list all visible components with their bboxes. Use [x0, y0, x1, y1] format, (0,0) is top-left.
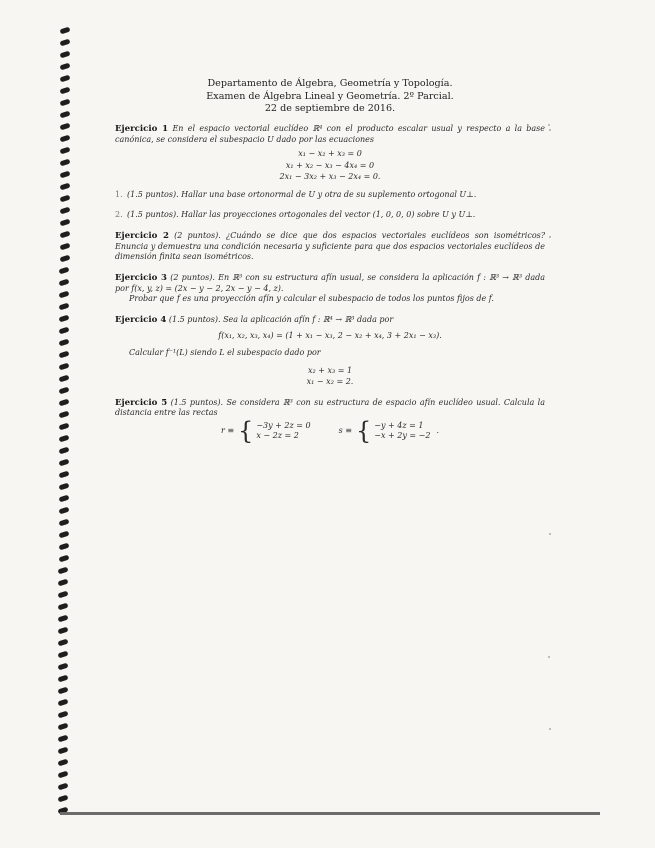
exercise-1-part-1 [115, 190, 545, 201]
binding-hole [57, 771, 68, 779]
left-brace-icon: { [238, 417, 254, 446]
exercise-1-equations [115, 148, 545, 183]
line-r-name: r ≡ [220, 426, 235, 436]
exercise-4-subspace-equations [115, 365, 545, 388]
binding-hole [58, 327, 69, 335]
exercise-4 [115, 315, 545, 388]
binding-hole [57, 795, 68, 803]
binding-hole [58, 351, 69, 359]
binding-hole [59, 195, 70, 203]
exercise-4-statement: Sea la aplicación afín f : ℝ⁴ → ℝ³ dada por [223, 314, 394, 324]
binding-hole [57, 603, 68, 611]
binding-hole [57, 579, 68, 587]
line-r-system [256, 421, 310, 442]
binding-hole [57, 591, 68, 599]
binding-hole [58, 375, 69, 383]
part-text: (1.5 puntos). Hallar las proyecciones ortogonales del vector (1, 0, 0, 0) sobre U y U⊥. [127, 209, 476, 219]
exercise-3-points: (2 puntos). [170, 272, 215, 282]
part-text: (1.5 puntos). Hallar una base ortonormal de U y otra de su suplemento ortogonal U⊥. [127, 189, 477, 199]
binding-hole [57, 783, 68, 791]
binding-hole [57, 651, 68, 659]
binding-hole [58, 423, 69, 431]
exercise-2-statement: ¿Cuándo se dice que dos espacios vectoriales euclídeos son isométricos? Enuncia y demuestra una condición necesaria y suficiente para que dos espacios vectoriales euclídeos de dimensión finita sean isométricos. [115, 231, 546, 262]
binding-hole [58, 411, 69, 419]
binding-hole [57, 675, 68, 683]
exercise-3-task: Probar que f es una proyección afín y calcular el subespacio de todos los puntos fijos de f. [129, 294, 494, 304]
exercise-1-statement: En el espacio vectorial euclídeo ℝ⁴ con el producto escalar usual y respecto a la base canónica, se considera el subespacio U dado por las ecuaciones [115, 124, 546, 144]
binding-hole [59, 99, 70, 107]
binding-hole [57, 639, 68, 647]
binding-hole [58, 555, 69, 563]
binding-hole [58, 303, 69, 311]
binding-hole [59, 51, 70, 59]
binding-hole [57, 759, 68, 767]
binding-hole [58, 267, 69, 275]
binding-hole [57, 687, 68, 695]
scan-speck [548, 656, 550, 658]
binding-hole [58, 483, 69, 491]
binding-hole [59, 39, 70, 47]
binding-hole [59, 255, 70, 263]
binding-hole [58, 495, 69, 503]
binding-hole [57, 663, 68, 671]
equation-line: −3y + 2z = 0 [256, 420, 311, 430]
binding-hole [58, 507, 69, 515]
exercise-5 [115, 397, 545, 446]
binding-hole [59, 111, 70, 119]
exercise-1 [115, 124, 545, 220]
binding-hole [59, 231, 70, 239]
equation-line: x₁ + x₂ − x₃ − 4x₄ = 0 [285, 160, 375, 170]
line-s-name: s ≡ [338, 426, 352, 436]
binding-hole [59, 87, 70, 95]
scan-speck [549, 236, 551, 238]
binding-hole [58, 543, 69, 551]
scan-speck [549, 129, 551, 131]
binding-hole [58, 519, 69, 527]
binding-hole [57, 615, 68, 623]
exercise-4-points: (1.5 puntos). [168, 314, 221, 324]
binding-hole [58, 435, 69, 443]
binding-hole [58, 363, 69, 371]
binding-hole [58, 315, 69, 323]
equation-line: x₂ + x₃ = 1 [307, 365, 353, 375]
binding-hole [58, 399, 69, 407]
line-s-system [374, 421, 430, 442]
binding-hole [57, 735, 68, 743]
left-brace-icon: { [355, 417, 372, 446]
final-period: . [436, 426, 440, 436]
binding-hole [59, 171, 70, 179]
binding-hole [59, 27, 70, 35]
binding-hole [59, 135, 70, 143]
binding-hole [57, 699, 68, 707]
equation-line: x₁ − x₂ = 2. [306, 377, 354, 387]
equation-line: −y + 4z = 1 [374, 420, 424, 430]
department-line: Departamento de Álgebra, Geometría y Topología. [207, 78, 453, 89]
binding-hole [58, 387, 69, 395]
binding-hole [59, 75, 70, 83]
page-bottom-edge [60, 812, 600, 815]
binding-hole [57, 747, 68, 755]
binding-hole [58, 459, 69, 467]
exercise-2-label: Ejercicio 2 [115, 231, 169, 242]
binding-hole [57, 711, 68, 719]
binding-hole [58, 339, 69, 347]
exercise-2-points: (2 puntos). [174, 231, 221, 241]
equation-line: x − 2z = 2 [256, 431, 299, 441]
binding-hole [59, 123, 70, 131]
exercise-5-label: Ejercicio 5 [115, 397, 168, 408]
scan-speck [549, 533, 551, 535]
binding-hole [59, 207, 70, 215]
exercise-4-map-equation: f(x₁, x₂, x₃, x₄) = (1 + x₁ − x₃, 2 − x₂ + x₄, 3 + 2x₁ − x₃). [218, 331, 442, 341]
exercise-2 [115, 231, 545, 263]
binding-hole [59, 219, 70, 227]
part-number: 1. [115, 189, 123, 199]
part-number: 2. [115, 209, 123, 219]
exam-header [120, 78, 540, 116]
binding-hole [57, 627, 68, 635]
exercise-4-label: Ejercicio 4 [115, 314, 167, 325]
exam-body [115, 124, 546, 446]
spiral-binding [58, 28, 72, 818]
exam-title-line: Examen de Álgebra Lineal y Geometría. 2º Parcial. [206, 90, 454, 102]
binding-hole [58, 471, 69, 479]
exercise-1-label: Ejercicio 1 [115, 124, 169, 134]
binding-hole [59, 243, 70, 251]
binding-hole [58, 291, 69, 299]
equation-line: 2x₁ − 3x₂ + x₃ − 2x₄ = 0. [279, 172, 381, 182]
exercise-3-statement: En ℝ³ con su estructura afín usual, se considera la aplicación f : ℝ³ → ℝ³ dada por f(x, y, z) = (2x − y − 2, 2x − y − 4, z). [115, 272, 546, 293]
exercise-5-lines [115, 417, 545, 446]
binding-hole [59, 63, 70, 71]
exercise-3-label: Ejercicio 3 [115, 272, 168, 283]
binding-hole [58, 447, 69, 455]
exercise-5-statement: Se considera ℝ³ con su estructura de espacio afín euclídeo usual. Calcula la distancia entre las rectas [115, 397, 545, 418]
exercise-4-task: Calcular f⁻¹(L) siendo L el subespacio dado por [129, 347, 321, 357]
scan-speck [548, 124, 550, 126]
binding-hole [59, 183, 70, 191]
scan-speck [549, 728, 551, 730]
exercise-5-points: (1.5 puntos). [170, 397, 224, 407]
binding-hole [58, 279, 69, 287]
binding-hole [57, 723, 68, 731]
binding-hole [58, 531, 69, 539]
binding-hole [59, 159, 70, 167]
exercise-3 [115, 273, 545, 305]
exam-date-line: 22 de septiembre de 2016. [264, 103, 396, 115]
binding-hole [59, 147, 70, 155]
equation-line: −x + 2y = −2 [374, 431, 431, 441]
equation-line: x₁ − x₂ + x₃ = 0 [298, 149, 362, 159]
binding-hole [57, 567, 68, 575]
exercise-1-part-2 [115, 210, 545, 221]
